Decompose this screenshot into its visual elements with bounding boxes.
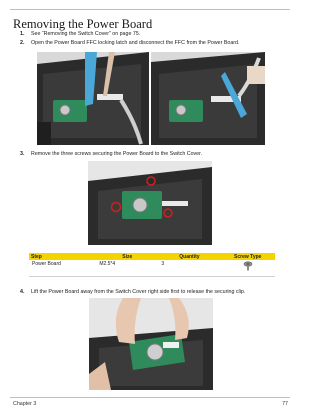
footer-chapter: Chapter 3 (13, 401, 37, 407)
step-text: Remove the three screws securing the Power Board to the Switch Cover. (31, 151, 203, 157)
step-text: Open the Power Board FFC locking latch and disconnect the FFC from the Power Board. (31, 40, 240, 46)
header-size: Size (96, 253, 158, 260)
footer-page-number: 77 (282, 401, 288, 407)
page-title: Removing the Power Board (13, 17, 153, 31)
header-rule (10, 9, 290, 10)
cell-step: Power Board (29, 260, 96, 277)
screw-table-header (29, 253, 275, 260)
screw-icon (242, 261, 254, 271)
photo-ffc-latch-left (37, 52, 149, 145)
step-number: 3. (20, 151, 25, 157)
step-number: 1. (20, 31, 25, 37)
footer-rule (10, 397, 290, 398)
step-text: Lift the Power Board away from the Switch Cover right side first to release the securing clip. (31, 289, 246, 295)
header-screw-type: Screw Type (221, 253, 275, 260)
header-step: Step (29, 253, 96, 260)
cell-screw-type (221, 260, 275, 277)
step-text: See “Removing the Switch Cover” on page 75. (31, 31, 141, 37)
cell-size: M2.5*4 (96, 260, 158, 277)
photo-lift-board (89, 298, 213, 390)
cell-quantity: 3 (158, 260, 220, 277)
step-number: 2. (20, 40, 25, 46)
table-row (29, 260, 275, 277)
step-number: 4. (20, 289, 25, 295)
photo-ffc-latch-right (151, 52, 265, 145)
screw-table (29, 253, 275, 277)
header-quantity: Quantity (158, 253, 220, 260)
photo-board-screws (88, 161, 212, 245)
